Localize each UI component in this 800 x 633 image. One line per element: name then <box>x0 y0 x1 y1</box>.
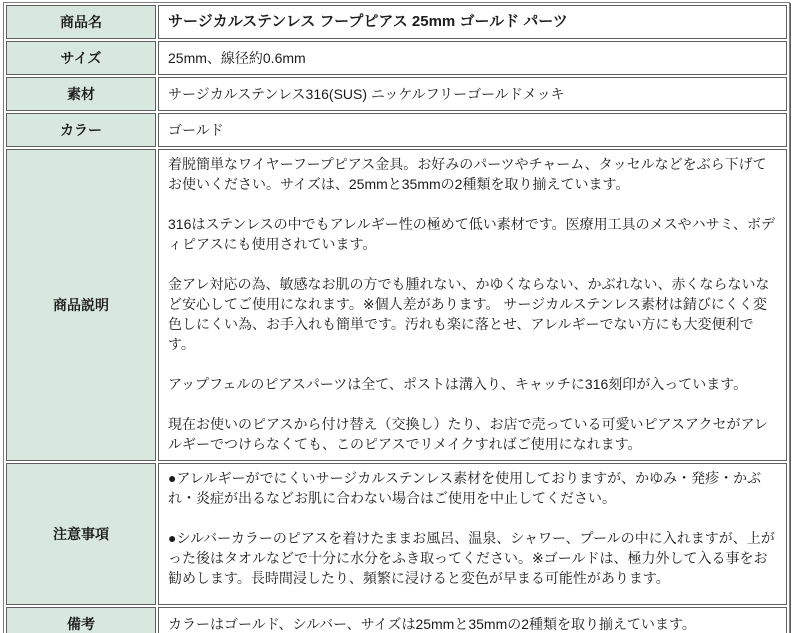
description-paragraph: アップフェルのピアスパーツは全て、ポストは溝入り、キャッチに316刻印が入っています。 <box>168 376 748 392</box>
row-value-product-name: サージカルステンレス フープピアス 25mm ゴールド パーツ <box>158 5 787 39</box>
table-row-remarks <box>6 607 787 633</box>
table-row-size <box>6 41 787 75</box>
row-label-product-name: 商品名 <box>6 5 156 39</box>
table-row-material <box>6 77 787 111</box>
row-label-description: 商品説明 <box>6 149 156 461</box>
row-value-remarks: カラーはゴールド、シルバー、サイズは25mmと35mmの2種類を取り揃えています。 <box>158 607 787 633</box>
row-label-material: 素材 <box>6 77 156 111</box>
row-label-remarks: 備考 <box>6 607 156 633</box>
row-value-description <box>158 149 787 461</box>
precaution-paragraph: ●シルバーカラーのピアスを着けたままお風呂、温泉、シャワー、プールの中に入れますが、上がった後はタオルなどで十分に水分をふき取ってください。※ゴールドは、極力外して入る事をお勧めします。長時間浸したり、頻繁に浸けると変色が早まる可能性があります。 <box>168 530 775 586</box>
table-row-precautions <box>6 463 787 605</box>
row-value-color: ゴールド <box>158 113 787 147</box>
row-value-material: サージカルステンレス316(SUS) ニッケルフリーゴールドメッキ <box>158 77 787 111</box>
row-value-size: 25mm、線径約0.6mm <box>158 41 787 75</box>
row-label-color: カラー <box>6 113 156 147</box>
description-paragraph: 着脱簡単なワイヤーフープピアス金具。お好みのパーツやチャーム、タッセルなどをぶら下げてお使いください。サイズは、25mmと35mmの2種類を取り揃えています。 <box>168 156 767 192</box>
description-paragraph: 金アレ対応の為、敏感なお肌の方でも腫れない、かゆくならない、かぶれない、赤くならないなど安心してご使用になれます。※個人差があります。 サージカルステンレス素材は錆びにくく変色しにくい為、お手入れも簡単です。汚れも楽に落とせ、アレルギーでない方にも大変便利です。 <box>168 276 770 352</box>
row-label-size: サイズ <box>6 41 156 75</box>
description-paragraph: 316はステンレスの中でもアレルギー性の極めて低い素材です。医療用工具のメスやハサミ、ボディピアスにも使用されています。 <box>168 216 776 252</box>
row-value-precautions <box>158 463 787 605</box>
row-label-precautions: 注意事項 <box>6 463 156 605</box>
product-spec-table <box>3 2 790 633</box>
table-row-product-name <box>6 5 787 39</box>
table-row-description <box>6 149 787 461</box>
table-row-color <box>6 113 787 147</box>
precaution-paragraph: ●アレルギーがでにくいサージカルステンレス素材を使用しておりますが、かゆみ・発疹・かぶれ・炎症が出るなどお肌に合わない場合はご使用を中止してください。 <box>168 470 762 506</box>
description-paragraph: 現在お使いのピアスから付け替え（交換し）たり、お店で売っている可愛いピアスアクセがアレルギーでつけらなくても、このピアスでリメイクすればご使用になれます。 <box>168 416 768 452</box>
